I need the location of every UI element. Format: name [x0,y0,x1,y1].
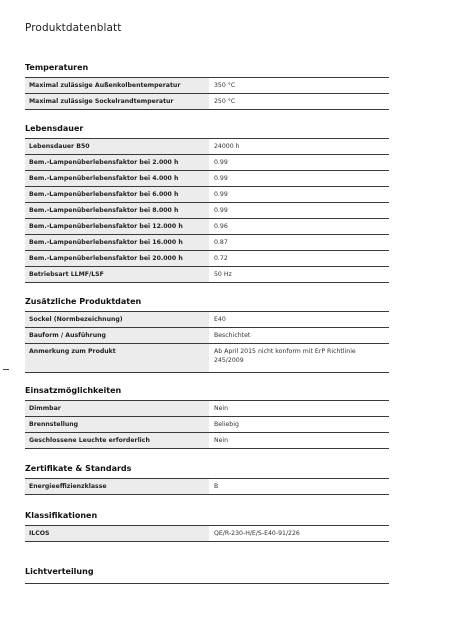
table-row [25,267,389,283]
spec-table [25,478,389,495]
table-row [25,417,389,433]
row-label: Bem.-Lampenüberlebensfaktor bei 12.000 h [25,219,209,235]
row-label: Bem.-Lampenüberlebensfaktor bei 2.000 h [25,155,209,171]
row-value: 250 °C [209,94,389,110]
section-einsatzmoeglichkeiten [25,384,389,449]
table-row [25,78,389,94]
row-value: 350 °C [209,78,389,94]
row-label: Bem.-Lampenüberlebensfaktor bei 4.000 h [25,171,209,187]
section-zertifikate-standards [25,462,389,495]
spec-table [25,525,389,542]
section-divider [25,583,389,584]
spec-table [25,77,389,110]
row-label: Lebensdauer B50 [25,139,209,155]
table-row [25,203,389,219]
section-title: Zusätzliche Produktdaten [25,297,142,306]
table-row [25,171,389,187]
section-title: Klassifikationen [25,511,98,520]
row-label: Bem.-Lampenüberlebensfaktor bei 20.000 h [25,251,209,267]
spec-table [25,400,389,449]
table-row [25,526,389,542]
row-value: Beschichtet [209,328,389,344]
row-label: Bem.-Lampenüberlebensfaktor bei 16.000 h [25,235,209,251]
table-row [25,139,389,155]
section-lichtverteilung [25,565,389,584]
row-label: Bem.-Lampenüberlebensfaktor bei 8.000 h [25,203,209,219]
row-value: 0.87 [209,235,389,251]
section-lebensdauer [25,122,389,283]
section-klassifikationen [25,509,389,542]
section-title: Lebensdauer [25,124,84,133]
row-label: Maximal zulässige Außenkolbentemperatur [25,78,209,94]
row-value: Nein [209,401,389,417]
row-label: Bem.-Lampenüberlebensfaktor bei 6.000 h [25,187,209,203]
section-title: Temperaturen [25,63,89,72]
table-row [25,219,389,235]
margin-mark [3,369,9,370]
row-label: Bauform / Ausführung [25,328,209,344]
row-value: 0.96 [209,219,389,235]
table-row [25,312,389,328]
row-label: Brennstellung [25,417,209,433]
row-value: 24000 h [209,139,389,155]
row-value: 0.99 [209,187,389,203]
section-title: Zertifikate & Standards [25,464,132,473]
row-value: Nein [209,433,389,449]
row-label: Maximal zulässige Sockelrandtemperatur [25,94,209,110]
row-value: E40 [209,312,389,328]
section-zusaetzliche-produktdaten [25,295,389,373]
row-value: Beliebig [209,417,389,433]
row-value-line: Ab April 2015 nicht konform mit ErP Richtlinie [214,348,356,355]
table-row [25,479,389,495]
section-title: Lichtverteilung [25,567,94,576]
table-row [25,401,389,417]
row-label: ILCOS [25,526,209,542]
table-row [25,94,389,110]
table-row [25,187,389,203]
row-value: 0.99 [209,155,389,171]
table-row [25,344,389,373]
document-title: Produktdatenblatt [25,22,122,34]
row-value: 0.72 [209,251,389,267]
table-row [25,328,389,344]
row-label: Dimmbar [25,401,209,417]
row-label: Geschlossene Leuchte erforderlich [25,433,209,449]
row-value [209,344,389,373]
row-label: Sockel (Normbezeichnung) [25,312,209,328]
table-row [25,235,389,251]
row-value: QE/R-230-H/E/S-E40-91/226 [209,526,389,542]
spec-table [25,311,389,373]
table-row [25,155,389,171]
row-value-line: 245/2009 [214,357,244,364]
section-title: Einsatzmöglichkeiten [25,386,122,395]
row-value: B [209,479,389,495]
row-value: 0.99 [209,171,389,187]
row-label: Betriebsart LLMF/LSF [25,267,209,283]
section-temperaturen [25,61,389,110]
row-value: 0.99 [209,203,389,219]
row-label: Anmerkung zum Produkt [25,344,209,373]
row-label: Energieeffizienzklasse [25,479,209,495]
table-row [25,251,389,267]
spec-table [25,138,389,283]
table-row [25,433,389,449]
row-value: 50 Hz [209,267,389,283]
